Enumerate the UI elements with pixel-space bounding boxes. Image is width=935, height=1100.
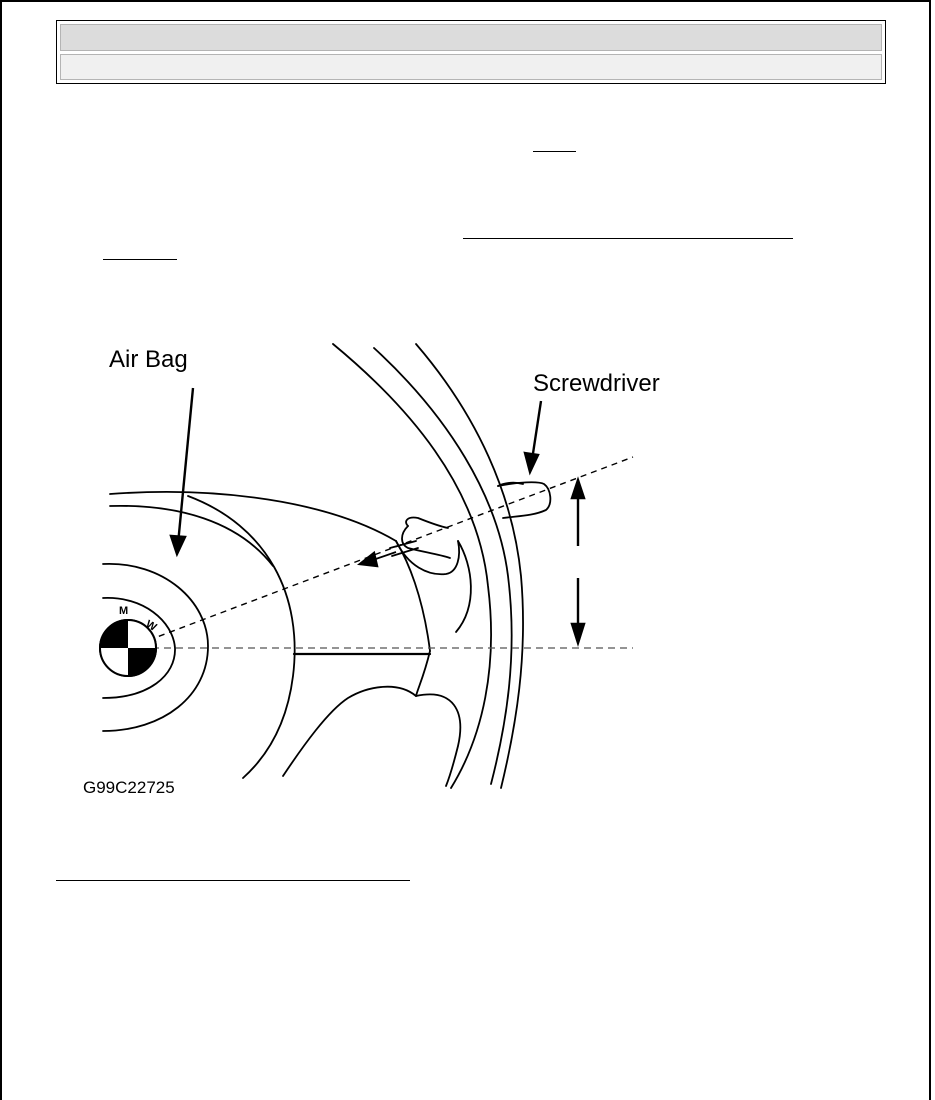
spoke-lower-right (416, 694, 460, 786)
dimension-arrow-down-head (572, 624, 584, 643)
wheel-rim-mid-edge (374, 348, 512, 784)
steering-wheel-drawing (78, 336, 698, 806)
header-subtitle-bar (60, 54, 882, 80)
underline-link-4[interactable] (56, 880, 410, 881)
screwdriver-leader-arrowhead (525, 453, 538, 472)
header-title-bar (60, 24, 882, 51)
underline-link-3[interactable] (103, 259, 177, 260)
underline-link-1[interactable] (533, 151, 576, 152)
screwdriver-leader-line (532, 401, 541, 460)
airbag-pad-outer-curve (188, 496, 295, 778)
dashed-line-screwdriver-axis (128, 457, 633, 648)
logo-letter-w: W (143, 618, 159, 634)
underline-link-2[interactable] (463, 238, 793, 239)
dimension-arrow-up-head (572, 480, 584, 498)
document-header (56, 20, 886, 84)
bmw-roundel-icon (100, 605, 159, 676)
airbag-leader-line (178, 388, 193, 544)
spoke-to-rim (416, 651, 430, 696)
screwdriver-label: Screwdriver (533, 370, 660, 397)
airbag-pad-top-edge (110, 492, 396, 541)
air-bag-label: Air Bag (109, 346, 188, 373)
airbag-pad-second-edge (110, 506, 273, 566)
logo-letter-m: M (119, 605, 129, 617)
insert-direction-arrowhead (360, 553, 377, 566)
steering-wheel-airbag-figure (78, 336, 698, 806)
wheel-rim-inner-edge (333, 344, 491, 788)
spoke-upper-edge (396, 541, 430, 651)
screwdriver-grip-upper (406, 518, 448, 528)
spoke-lower-outline (283, 687, 416, 776)
airbag-leader-arrowhead (171, 536, 185, 554)
figure-code: G99C22725 (83, 778, 175, 797)
